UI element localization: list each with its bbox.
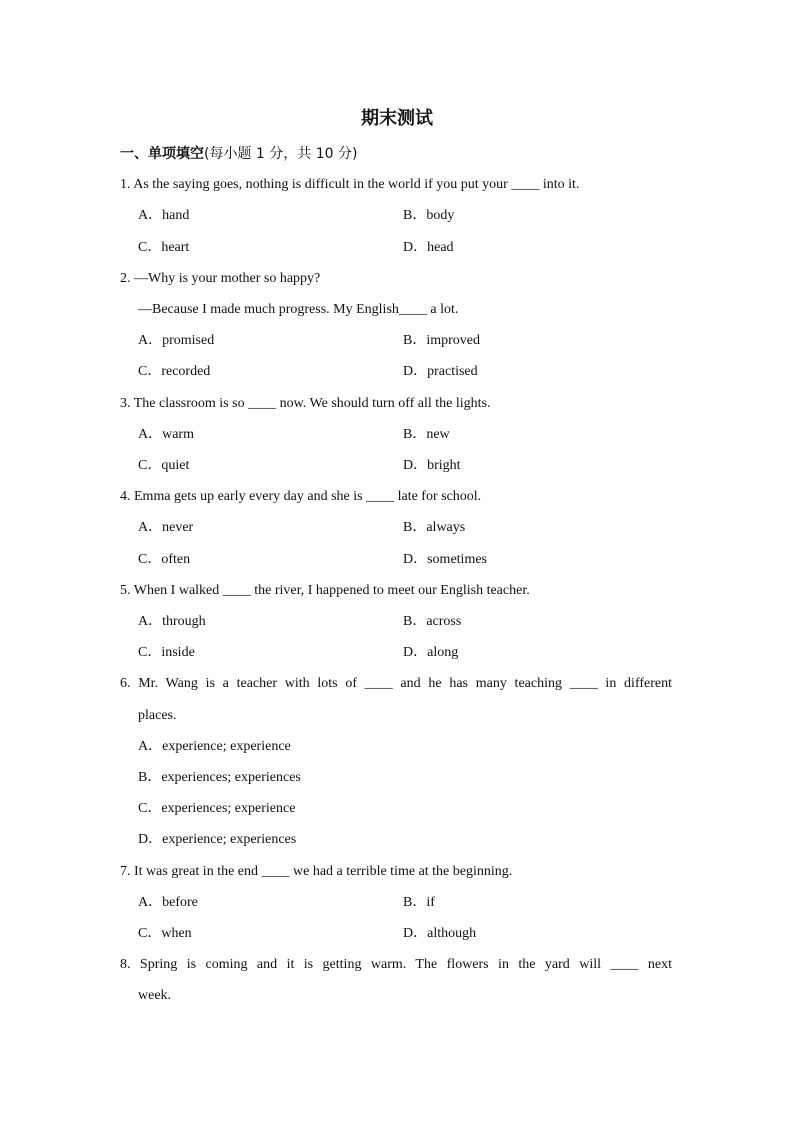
question-6-option-d: D．experience; experiences: [138, 832, 297, 847]
question-6-option-a: A．experience; experience: [138, 739, 291, 754]
question-2-option-a: A．promised: [138, 333, 215, 348]
question-4-option-d: D．sometimes: [403, 552, 487, 567]
question-8-stem: 8. Spring is coming and it is getting warm. The flowers in the yard will ____ next: [120, 957, 672, 972]
question-5-stem: 5. When I walked ____ the river, I happened to meet our English teacher.: [120, 583, 530, 598]
question-3-option-a: A．warm: [138, 427, 194, 442]
question-5-option-d: D．along: [403, 645, 459, 660]
question-4-option-c: C．often: [138, 552, 191, 567]
question-1-option-c: C．heart: [138, 240, 190, 255]
question-7-option-a: A．before: [138, 895, 198, 910]
question-5-option-a: A．through: [138, 614, 206, 629]
question-6-stem-continued: places.: [138, 708, 177, 723]
question-7-option-b: B．if: [403, 895, 435, 910]
question-4-stem: 4. Emma gets up early every day and she is ____ late for school.: [120, 489, 482, 504]
question-1-stem: 1. As the saying goes, nothing is difficult in the world if you put your ____ into it.: [120, 177, 580, 192]
question-1-option-a: A．hand: [138, 208, 190, 223]
question-3-option-c: C．quiet: [138, 458, 190, 473]
question-1-option-b: B．body: [403, 208, 455, 223]
question-2-option-d: D．practised: [403, 364, 478, 379]
page-title: 期末测试: [361, 108, 433, 129]
section-title: 一、单项填空: [120, 146, 204, 162]
question-6-stem: 6. Mr. Wang is a teacher with lots of ____ and he has many teaching ____ in different: [120, 676, 672, 691]
question-8-stem-continued: week.: [138, 988, 172, 1003]
question-3-option-d: D．bright: [403, 458, 461, 473]
section-score-note: (每小题 1 分，共 10 分): [204, 146, 358, 162]
question-7-stem: 7. It was great in the end ____ we had a terrible time at the beginning.: [120, 864, 513, 879]
question-5-option-b: B．across: [403, 614, 462, 629]
question-3-stem: 3. The classroom is so ____ now. We should turn off all the lights.: [120, 396, 491, 411]
question-4-option-b: B．always: [403, 520, 466, 535]
question-5-option-c: C．inside: [138, 645, 195, 660]
question-3-option-b: B．new: [403, 427, 450, 442]
question-4-option-a: A．never: [138, 520, 194, 535]
question-2-option-c: C．recorded: [138, 364, 211, 379]
question-1-option-d: D．head: [403, 240, 454, 255]
question-2-stem: 2. —Why is your mother so happy?: [120, 271, 321, 286]
section-heading: [120, 143, 357, 163]
question-6-option-b: B．experiences; experiences: [138, 770, 301, 785]
question-2-stem-reply: —Because I made much progress. My English____ a lot.: [138, 302, 459, 317]
question-7-option-c: C．when: [138, 926, 192, 941]
question-6-option-c: C．experiences; experience: [138, 801, 296, 816]
question-2-option-b: B．improved: [403, 333, 480, 348]
question-7-option-d: D．although: [403, 926, 477, 941]
